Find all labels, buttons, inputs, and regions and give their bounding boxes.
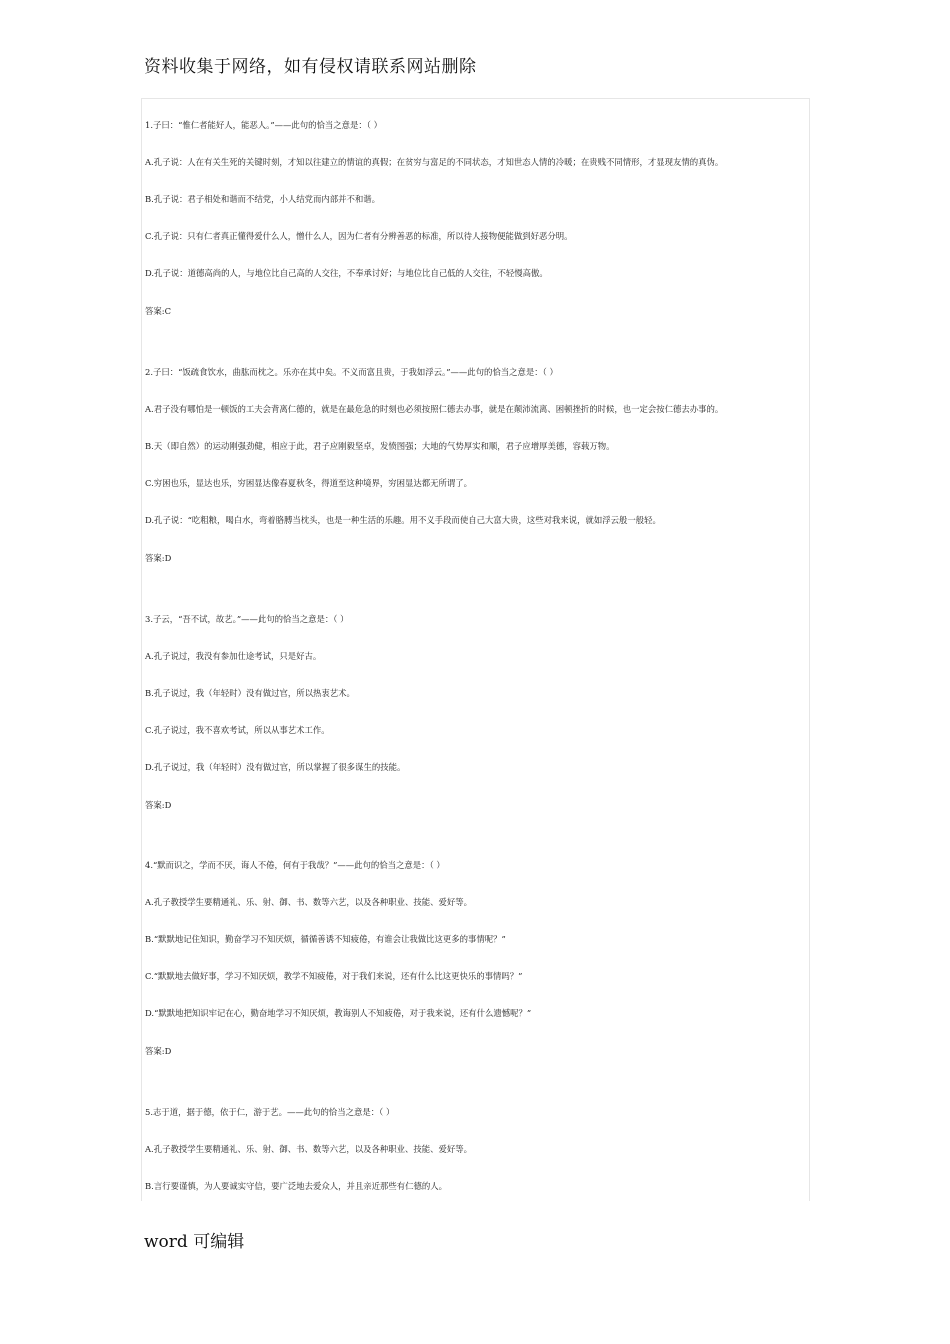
option-d: D.孔子说：“吃粗粮，喝白水，弯着胳膊当枕头，也是一种生活的乐趣。用不义手段而使自己大富大贵，这些对我来说，就如浮云般一般轻。 <box>145 515 661 525</box>
answer-label: 答案:D <box>145 800 172 810</box>
option-a: A.孔子教授学生要精通礼、乐、射、御、书、数等六艺，以及各种职业、技能、爱好等。 <box>145 897 472 907</box>
answer-label: 答案:C <box>145 306 171 316</box>
option-c: C.孔子说：只有仁者真正懂得爱什么人，憎什么人，因为仁者有分辨善恶的标准，所以待人接物便能做到好恶分明。 <box>145 231 573 241</box>
option-c: C.“默默地去做好事，学习不知厌烦，教学不知疲倦，对于我们来说，还有什么比这更快乐的事情吗？” <box>145 971 523 981</box>
answer-label: 答案:D <box>145 553 172 563</box>
option-b: B.天（即自然）的运动刚强劲健，相应于此，君子应刚毅坚卓，发愤图强；大地的气势厚实和顺，君子应增厚美德，容载万物。 <box>145 441 615 451</box>
option-b: B.孔子说过，我（年轻时）没有做过官，所以热衷艺术。 <box>145 688 355 698</box>
option-a: A.孔子教授学生要精通礼、乐、射、御、书、数等六艺，以及各种职业、技能、爱好等。 <box>145 1144 472 1154</box>
question-stem: 1.子曰：“惟仁者能好人，能恶人。”——此句的恰当之意是：（ ） <box>145 120 382 130</box>
question-stem: 4.“默而识之，学而不厌，诲人不倦，何有于我哉？”——此句的恰当之意是：（ ） <box>145 860 445 870</box>
option-b: B.孔子说：君子相处和谐而不结党，小人结党而内部并不和谐。 <box>145 194 380 204</box>
option-b: B.言行要谨慎，为人要诚实守信，要广泛地去爱众人，并且亲近那些有仁德的人。 <box>145 1181 447 1191</box>
option-d: D.“默默地把知识牢记在心，勤奋地学习不知厌烦，教诲别人不知疲倦，对于我来说，还有什么遗憾呢？” <box>145 1008 532 1018</box>
option-d: D.孔子说过，我（年轻时）没有做过官，所以掌握了很多谋生的技能。 <box>145 762 406 772</box>
option-b: B.“默默地记住知识，勤奋学习不知厌烦，循循善诱不知疲倦，有谁会让我做比这更多的事情呢？” <box>145 934 506 944</box>
option-a: A.君子没有哪怕是一顿饭的工夫会背离仁德的，就是在最危急的时刻也必须按照仁德去办事，就是在颠沛流离、困顿挫折的时候，也一定会按仁德去办事的。 <box>145 404 724 414</box>
question-list <box>141 98 810 1201</box>
page-footer: word 可编辑 <box>144 1232 245 1252</box>
answer-label: 答案:D <box>145 1046 172 1056</box>
option-a: A.孔子说过，我没有参加仕途考试，只是好古。 <box>145 651 322 661</box>
option-d: D.孔子说：道德高尚的人，与地位比自己高的人交往，不奉承讨好；与地位比自己低的人交往，不轻慢高傲。 <box>145 268 548 278</box>
option-a: A.孔子说：人在有关生死的关键时刻，才知以往建立的情谊的真假；在贫穷与富足的不同状态，才知世态人情的冷暖；在贵贱不同情形，才显现友情的真伪。 <box>145 157 724 167</box>
question-stem: 2.子曰：“饭疏食饮水，曲肱而枕之。乐亦在其中矣。不义而富且贵，于我如浮云。”——此句的恰当之意是：（ ） <box>145 367 558 377</box>
question-stem: 5.志于道，据于德，依于仁，游于艺。——此句的恰当之意是：（ ） <box>145 1107 395 1117</box>
option-c: C.穷困也乐，显达也乐，穷困显达像春夏秋冬，得道至这种境界，穷困显达都无所谓了。 <box>145 478 473 488</box>
page-header: 资料收集于网络，如有侵权请联系网站删除 <box>144 57 477 77</box>
question-stem: 3.子云，“吾不试，故艺。”——此句的恰当之意是：（ ） <box>145 614 349 624</box>
option-c: C.孔子说过，我不喜欢考试，所以从事艺术工作。 <box>145 725 330 735</box>
